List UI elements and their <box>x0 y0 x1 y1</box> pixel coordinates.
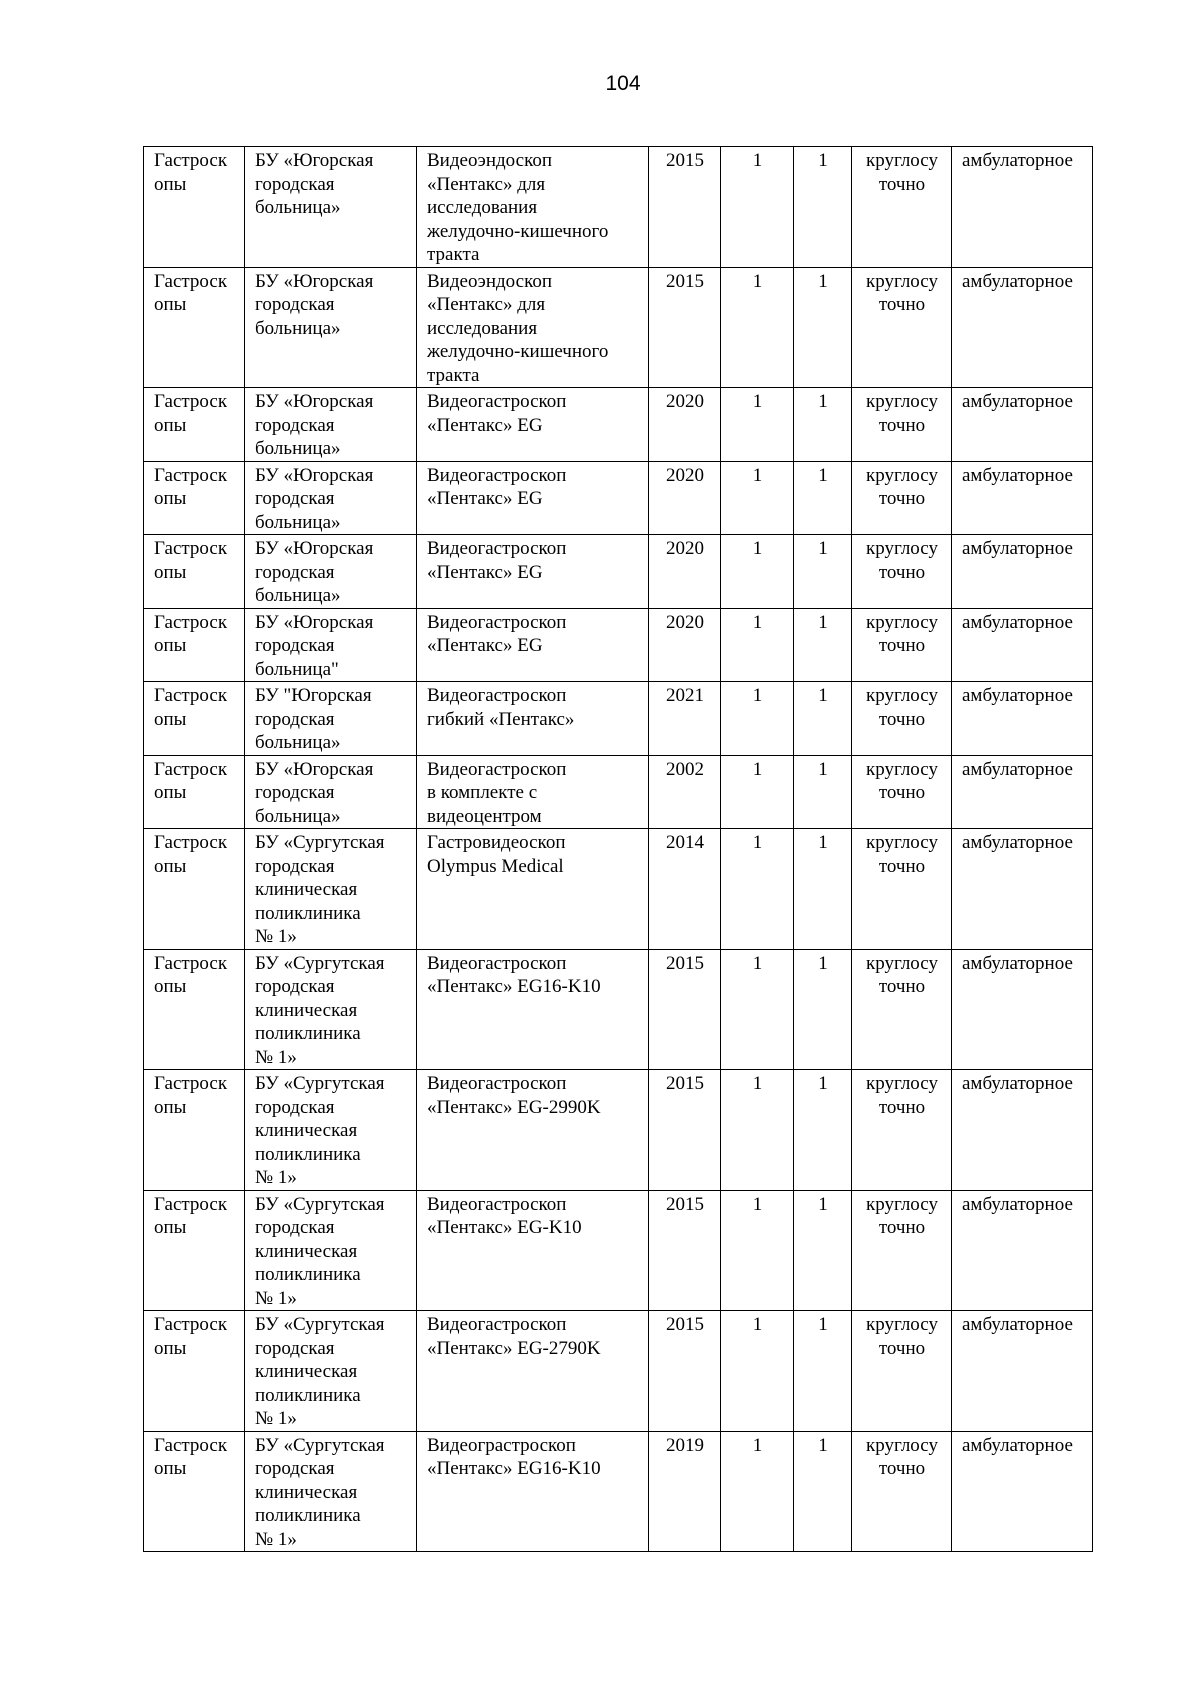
quantity-total-cell <box>721 949 794 1070</box>
care-type-cell <box>952 755 1093 829</box>
device-cell-text: Видеогастроскоп «Пентакс» EG <box>427 391 567 436</box>
quantity-used-cell <box>794 949 852 1070</box>
work-mode-cell <box>852 755 952 829</box>
quantity-total-cell <box>721 388 794 462</box>
device-cell <box>417 949 649 1070</box>
device-cell <box>417 608 649 682</box>
quantity-used-cell-text: 1 <box>818 832 828 853</box>
profile-cell-text: Гастроск опы <box>154 685 228 730</box>
work-mode-cell-text: круглосу точно <box>866 464 938 509</box>
profile-cell-text: Гастроск опы <box>154 464 228 509</box>
quantity-total-cell-text: 1 <box>752 1193 763 1215</box>
quantity-total-cell-text: 1 <box>752 150 763 171</box>
work-mode-cell-text: круглосу точно <box>866 1434 938 1479</box>
profile-cell <box>144 388 245 462</box>
device-cell <box>417 1190 649 1311</box>
work-mode-cell-text: круглосу точно <box>866 538 938 583</box>
care-type-cell <box>952 949 1093 1070</box>
care-type-cell <box>952 1431 1093 1552</box>
quantity-used-cell-text: 1 <box>818 1193 828 1215</box>
quantity-used-cell <box>794 535 852 609</box>
year-cell-text: 2015 <box>666 1314 704 1335</box>
year-cell <box>649 267 721 388</box>
organization-cell-text: БУ «Югорская городская больница» <box>255 758 374 827</box>
device-cell <box>417 461 649 535</box>
quantity-used-cell-text: 1 <box>818 391 828 412</box>
work-mode-cell <box>852 388 952 462</box>
table-row <box>144 1190 1093 1311</box>
quantity-total-cell-text: 1 <box>752 758 763 780</box>
device-cell-text: Видеогастроскоп в комплекте с видеоцентром <box>427 758 567 827</box>
year-cell <box>649 1311 721 1432</box>
quantity-total-cell-text: 1 <box>752 1314 763 1335</box>
device-cell <box>417 682 649 756</box>
work-mode-cell-text: круглосу точно <box>866 685 938 730</box>
care-type-cell-text: амбулаторное <box>962 1193 1073 1215</box>
quantity-used-cell <box>794 1070 852 1191</box>
organization-cell <box>245 755 417 829</box>
year-cell-text: 2015 <box>666 952 704 974</box>
quantity-total-cell <box>721 1311 794 1432</box>
table-row <box>144 682 1093 756</box>
work-mode-cell <box>852 461 952 535</box>
year-cell <box>649 608 721 682</box>
profile-cell <box>144 1190 245 1311</box>
care-type-cell-text: амбулаторное <box>962 832 1073 853</box>
organization-cell <box>245 949 417 1070</box>
device-cell-text: Видеогастроскоп «Пентакс» EG16-K10 <box>427 952 601 997</box>
device-cell <box>417 1070 649 1191</box>
work-mode-cell <box>852 1311 952 1432</box>
care-type-cell-text: амбулаторное <box>962 611 1073 633</box>
quantity-total-cell-text: 1 <box>752 1073 763 1094</box>
care-type-cell <box>952 1311 1093 1432</box>
device-cell-text: Видеогастроскоп «Пентакс» EG <box>427 611 567 656</box>
profile-cell <box>144 1070 245 1191</box>
table-row <box>144 949 1093 1070</box>
organization-cell-text: БУ «Югорская городская больница" <box>255 611 374 680</box>
year-cell-text: 2020 <box>666 464 704 486</box>
work-mode-cell-text: круглосу точно <box>866 1314 938 1359</box>
device-cell <box>417 1311 649 1432</box>
profile-cell-text: Гастроск опы <box>154 150 228 195</box>
organization-cell <box>245 147 417 268</box>
quantity-used-cell <box>794 1431 852 1552</box>
quantity-used-cell <box>794 461 852 535</box>
year-cell-text: 2021 <box>666 685 704 706</box>
organization-cell <box>245 388 417 462</box>
device-cell <box>417 388 649 462</box>
quantity-total-cell <box>721 267 794 388</box>
quantity-total-cell-text: 1 <box>752 270 763 292</box>
organization-cell <box>245 608 417 682</box>
organization-cell <box>245 1190 417 1311</box>
organization-cell-text: БУ «Сургутская городская клиническая поликлиника № 1» <box>255 832 385 947</box>
device-cell <box>417 535 649 609</box>
year-cell-text: 2015 <box>666 1193 704 1215</box>
device-cell <box>417 147 649 268</box>
care-type-cell <box>952 461 1093 535</box>
work-mode-cell-text: круглосу точно <box>866 391 938 436</box>
quantity-used-cell-text: 1 <box>818 952 828 974</box>
organization-cell-text: БУ «Югорская городская больница» <box>255 270 374 339</box>
care-type-cell-text: амбулаторное <box>962 685 1073 706</box>
quantity-used-cell <box>794 755 852 829</box>
table-row <box>144 535 1093 609</box>
quantity-used-cell-text: 1 <box>818 1434 828 1456</box>
table-row <box>144 1311 1093 1432</box>
year-cell-text: 2015 <box>666 270 704 292</box>
table-row <box>144 1070 1093 1191</box>
work-mode-cell-text: круглосу точно <box>866 611 938 656</box>
device-cell-text: Видеогастроскоп «Пентакс» EG-2790K <box>427 1314 601 1359</box>
table-row <box>144 608 1093 682</box>
year-cell <box>649 949 721 1070</box>
work-mode-cell <box>852 535 952 609</box>
organization-cell <box>245 682 417 756</box>
profile-cell <box>144 755 245 829</box>
device-cell <box>417 1431 649 1552</box>
quantity-used-cell <box>794 1190 852 1311</box>
care-type-cell-text: амбулаторное <box>962 391 1073 412</box>
device-cell-text: Видеогастроскоп гибкий «Пентакс» <box>427 685 575 730</box>
work-mode-cell <box>852 267 952 388</box>
year-cell <box>649 388 721 462</box>
equipment-table-body <box>144 147 1093 1552</box>
year-cell-text: 2020 <box>666 391 704 412</box>
year-cell-text: 2020 <box>666 611 704 633</box>
profile-cell-text: Гастроск опы <box>154 1073 228 1118</box>
year-cell <box>649 461 721 535</box>
care-type-cell-text: амбулаторное <box>962 150 1073 171</box>
quantity-used-cell-text: 1 <box>818 685 828 706</box>
quantity-used-cell <box>794 829 852 950</box>
quantity-used-cell-text: 1 <box>818 1073 828 1094</box>
quantity-total-cell <box>721 1070 794 1191</box>
profile-cell <box>144 1431 245 1552</box>
device-cell-text: Гастровидеоскоп Olympus Medical <box>427 832 566 877</box>
organization-cell <box>245 1070 417 1191</box>
care-type-cell-text: амбулаторное <box>962 538 1073 559</box>
care-type-cell <box>952 1070 1093 1191</box>
year-cell <box>649 1431 721 1552</box>
quantity-total-cell <box>721 608 794 682</box>
quantity-total-cell <box>721 755 794 829</box>
organization-cell-text: БУ «Югорская городская больница» <box>255 391 374 459</box>
quantity-used-cell-text: 1 <box>818 150 828 171</box>
profile-cell-text: Гастроск опы <box>154 270 228 315</box>
table-row <box>144 267 1093 388</box>
work-mode-cell-text: круглосу точно <box>866 270 938 315</box>
organization-cell <box>245 461 417 535</box>
profile-cell <box>144 608 245 682</box>
work-mode-cell <box>852 682 952 756</box>
profile-cell-text: Гастроск опы <box>154 1434 228 1479</box>
device-cell <box>417 267 649 388</box>
work-mode-cell-text: круглосу точно <box>866 758 938 803</box>
organization-cell-text: БУ «Сургутская городская клиническая поликлиника № 1» <box>255 1073 385 1188</box>
organization-cell-text: БУ «Югорская городская больница» <box>255 464 374 533</box>
profile-cell <box>144 682 245 756</box>
care-type-cell-text: амбулаторное <box>962 464 1073 486</box>
care-type-cell <box>952 147 1093 268</box>
organization-cell-text: БУ "Югорская городская больница» <box>255 685 372 753</box>
work-mode-cell <box>852 147 952 268</box>
profile-cell <box>144 535 245 609</box>
organization-cell <box>245 267 417 388</box>
quantity-total-cell-text: 1 <box>752 1434 763 1456</box>
table-row <box>144 461 1093 535</box>
organization-cell-text: БУ «Сургутская городская клиническая поликлиника № 1» <box>255 952 385 1068</box>
work-mode-cell <box>852 1190 952 1311</box>
work-mode-cell <box>852 1431 952 1552</box>
quantity-total-cell <box>721 829 794 950</box>
profile-cell-text: Гастроск опы <box>154 391 228 436</box>
care-type-cell <box>952 388 1093 462</box>
work-mode-cell-text: круглосу точно <box>866 952 938 997</box>
quantity-used-cell-text: 1 <box>818 1314 828 1335</box>
organization-cell-text: БУ «Сургутская городская клиническая поликлиника № 1» <box>255 1193 385 1309</box>
quantity-total-cell <box>721 461 794 535</box>
quantity-total-cell-text: 1 <box>752 611 763 633</box>
year-cell-text: 2019 <box>666 1434 704 1456</box>
quantity-total-cell-text: 1 <box>752 538 763 559</box>
quantity-used-cell <box>794 608 852 682</box>
profile-cell-text: Гастроск опы <box>154 1193 228 1238</box>
year-cell <box>649 1190 721 1311</box>
year-cell-text: 2014 <box>666 832 704 853</box>
device-cell <box>417 829 649 950</box>
care-type-cell <box>952 535 1093 609</box>
profile-cell <box>144 829 245 950</box>
year-cell-text: 2015 <box>666 1073 704 1094</box>
device-cell-text: Видеогастроскоп «Пентакс» EG <box>427 538 567 583</box>
device-cell <box>417 755 649 829</box>
care-type-cell <box>952 608 1093 682</box>
table-row <box>144 829 1093 950</box>
quantity-used-cell <box>794 1311 852 1432</box>
care-type-cell <box>952 267 1093 388</box>
work-mode-cell-text: круглосу точно <box>866 1193 938 1238</box>
device-cell-text: Видеогастроскоп «Пентакс» EG-K10 <box>427 1193 582 1238</box>
device-cell-text: Видеогастроскоп «Пентакс» EG <box>427 464 567 509</box>
care-type-cell <box>952 682 1093 756</box>
work-mode-cell <box>852 829 952 950</box>
quantity-used-cell <box>794 682 852 756</box>
year-cell <box>649 147 721 268</box>
quantity-total-cell-text: 1 <box>752 464 763 486</box>
organization-cell <box>245 535 417 609</box>
year-cell <box>649 829 721 950</box>
quantity-used-cell <box>794 388 852 462</box>
profile-cell-text: Гастроск опы <box>154 832 228 877</box>
profile-cell-text: Гастроск опы <box>154 538 228 583</box>
care-type-cell-text: амбулаторное <box>962 270 1073 292</box>
year-cell <box>649 535 721 609</box>
device-cell-text: Видеоэндоскоп «Пентакс» для исследования желудочно-кишечного тракта <box>427 150 609 265</box>
year-cell-text: 2002 <box>666 758 704 780</box>
year-cell <box>649 1070 721 1191</box>
quantity-total-cell <box>721 1431 794 1552</box>
profile-cell <box>144 267 245 388</box>
care-type-cell <box>952 829 1093 950</box>
work-mode-cell <box>852 1070 952 1191</box>
table-row <box>144 1431 1093 1552</box>
page-number: 104 <box>605 72 641 95</box>
quantity-total-cell-text: 1 <box>752 685 763 706</box>
care-type-cell <box>952 1190 1093 1311</box>
quantity-used-cell-text: 1 <box>818 611 828 633</box>
organization-cell <box>245 829 417 950</box>
care-type-cell-text: амбулаторное <box>962 952 1073 974</box>
year-cell <box>649 682 721 756</box>
care-type-cell-text: амбулаторное <box>962 758 1073 780</box>
organization-cell <box>245 1311 417 1432</box>
year-cell <box>649 755 721 829</box>
device-cell-text: Видеоэндоскоп «Пентакс» для исследования желудочно-кишечного тракта <box>427 270 609 386</box>
work-mode-cell-text: круглосу точно <box>866 832 938 877</box>
quantity-used-cell-text: 1 <box>818 538 828 559</box>
work-mode-cell <box>852 949 952 1070</box>
quantity-used-cell-text: 1 <box>818 758 828 780</box>
quantity-total-cell-text: 1 <box>752 952 763 974</box>
year-cell-text: 2020 <box>666 538 704 559</box>
device-cell-text: Видеогастроскоп «Пентакс» EG-2990K <box>427 1073 601 1118</box>
quantity-total-cell <box>721 1190 794 1311</box>
profile-cell <box>144 949 245 1070</box>
quantity-total-cell <box>721 682 794 756</box>
quantity-used-cell <box>794 267 852 388</box>
care-type-cell-text: амбулаторное <box>962 1434 1073 1456</box>
year-cell-text: 2015 <box>666 150 704 171</box>
device-cell-text: Видеограстроскоп «Пентакс» EG16-K10 <box>427 1434 601 1479</box>
quantity-used-cell <box>794 147 852 268</box>
quantity-used-cell-text: 1 <box>818 270 828 292</box>
profile-cell <box>144 461 245 535</box>
work-mode-cell-text: круглосу точно <box>866 150 938 195</box>
profile-cell-text: Гастроск опы <box>154 758 228 803</box>
profile-cell <box>144 1311 245 1432</box>
organization-cell-text: БУ «Югорская городская больница» <box>255 150 374 218</box>
care-type-cell-text: амбулаторное <box>962 1073 1073 1094</box>
work-mode-cell-text: круглосу точно <box>866 1073 938 1118</box>
care-type-cell-text: амбулаторное <box>962 1314 1073 1335</box>
quantity-total-cell <box>721 147 794 268</box>
equipment-table <box>143 146 1093 1552</box>
table-row <box>144 755 1093 829</box>
work-mode-cell <box>852 608 952 682</box>
organization-cell <box>245 1431 417 1552</box>
quantity-used-cell-text: 1 <box>818 464 828 486</box>
table-row <box>144 388 1093 462</box>
organization-cell-text: БУ «Югорская городская больница» <box>255 538 374 606</box>
table-row <box>144 147 1093 268</box>
quantity-total-cell-text: 1 <box>752 832 763 853</box>
profile-cell-text: Гастроск опы <box>154 611 228 656</box>
profile-cell <box>144 147 245 268</box>
profile-cell-text: Гастроск опы <box>154 1314 228 1359</box>
organization-cell-text: БУ «Сургутская городская клиническая поликлиника № 1» <box>255 1434 385 1550</box>
organization-cell-text: БУ «Сургутская городская клиническая поликлиника № 1» <box>255 1314 385 1429</box>
profile-cell-text: Гастроск опы <box>154 952 228 997</box>
quantity-total-cell <box>721 535 794 609</box>
quantity-total-cell-text: 1 <box>752 391 763 412</box>
